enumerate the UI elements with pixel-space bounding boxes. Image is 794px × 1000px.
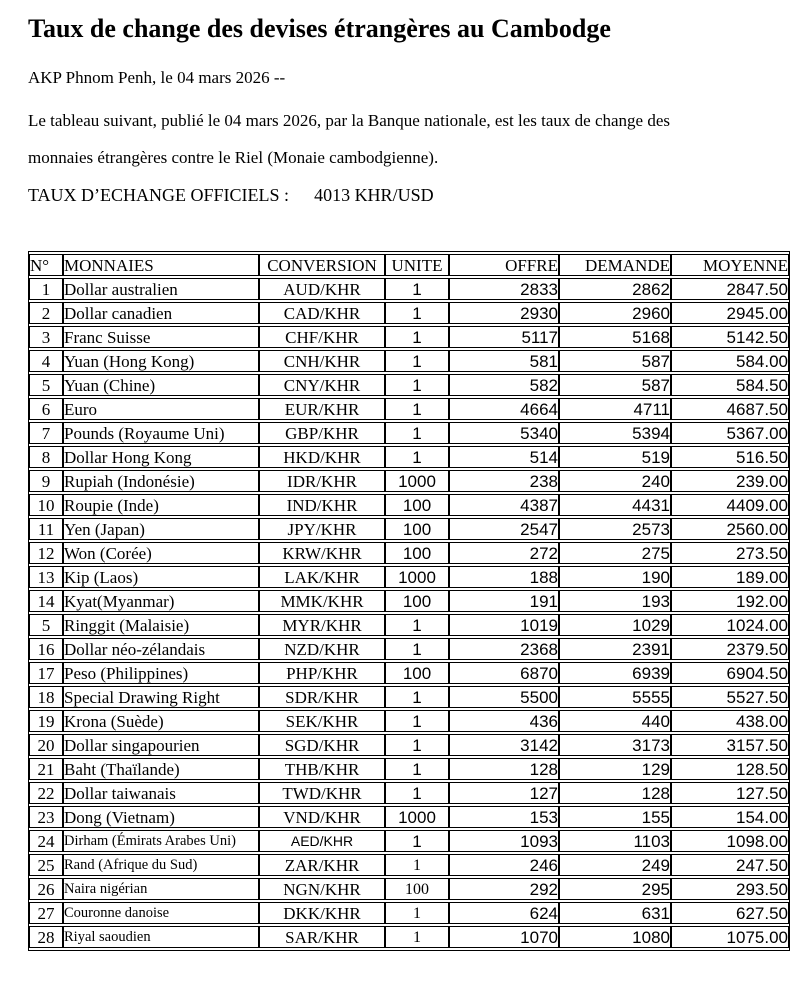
cell-conversion: CNY/KHR xyxy=(259,374,385,396)
cell-demand: 4711 xyxy=(559,398,671,420)
table-row xyxy=(29,326,789,348)
table-row xyxy=(29,350,789,372)
cell-currency-name: Yuan (Hong Kong) xyxy=(63,350,259,372)
table-row xyxy=(29,518,789,540)
cell-demand: 1029 xyxy=(559,614,671,636)
cell-demand: 2862 xyxy=(559,278,671,300)
col-header-conversion: CONVERSION xyxy=(259,254,385,276)
cell-number: 14 xyxy=(29,590,63,612)
cell-unit: 1000 xyxy=(385,470,449,492)
cell-demand: 128 xyxy=(559,782,671,804)
cell-conversion: DKK/KHR xyxy=(259,902,385,924)
cell-demand: 631 xyxy=(559,902,671,924)
cell-offer: 2368 xyxy=(449,638,559,660)
cell-unit: 1 xyxy=(385,710,449,732)
cell-offer: 292 xyxy=(449,878,559,900)
cell-demand: 2391 xyxy=(559,638,671,660)
table-row xyxy=(29,806,789,828)
cell-currency-name: Yuan (Chine) xyxy=(63,374,259,396)
table-row xyxy=(29,446,789,468)
cell-unit: 100 xyxy=(385,878,449,900)
cell-demand: 587 xyxy=(559,374,671,396)
cell-demand: 2960 xyxy=(559,302,671,324)
cell-number: 19 xyxy=(29,710,63,732)
cell-unit: 1 xyxy=(385,734,449,756)
cell-average: 273.50 xyxy=(671,542,789,564)
cell-demand: 275 xyxy=(559,542,671,564)
cell-number: 20 xyxy=(29,734,63,756)
cell-average: 584.50 xyxy=(671,374,789,396)
cell-number: 4 xyxy=(29,350,63,372)
description-line-2: monnaies étrangères contre le Riel (Monaie cambodgienne). xyxy=(28,148,439,167)
cell-unit: 1 xyxy=(385,782,449,804)
table-row xyxy=(29,854,789,876)
cell-average: 2847.50 xyxy=(671,278,789,300)
cell-currency-name: Dollar singapourien xyxy=(63,734,259,756)
cell-currency-name: Dollar taiwanais xyxy=(63,782,259,804)
cell-offer: 153 xyxy=(449,806,559,828)
cell-number: 28 xyxy=(29,926,63,948)
cell-unit: 1 xyxy=(385,902,449,924)
cell-average: 127.50 xyxy=(671,782,789,804)
cell-number: 27 xyxy=(29,902,63,924)
cell-unit: 1000 xyxy=(385,566,449,588)
cell-demand: 295 xyxy=(559,878,671,900)
table-row xyxy=(29,542,789,564)
cell-currency-name: Kip (Laos) xyxy=(63,566,259,588)
cell-demand: 440 xyxy=(559,710,671,732)
cell-offer: 2833 xyxy=(449,278,559,300)
cell-conversion: EUR/KHR xyxy=(259,398,385,420)
table-row xyxy=(29,902,789,924)
cell-demand: 3173 xyxy=(559,734,671,756)
cell-currency-name: Yen (Japan) xyxy=(63,518,259,540)
cell-conversion: GBP/KHR xyxy=(259,422,385,444)
cell-average: 5367.00 xyxy=(671,422,789,444)
cell-offer: 191 xyxy=(449,590,559,612)
cell-average: 5142.50 xyxy=(671,326,789,348)
cell-offer: 624 xyxy=(449,902,559,924)
cell-average: 247.50 xyxy=(671,854,789,876)
cell-unit: 1 xyxy=(385,686,449,708)
cell-unit: 1 xyxy=(385,614,449,636)
col-header-offer: OFFRE xyxy=(449,254,559,276)
table-row xyxy=(29,590,789,612)
cell-unit: 100 xyxy=(385,542,449,564)
cell-unit: 1 xyxy=(385,926,449,948)
cell-currency-name: Franc Suisse xyxy=(63,326,259,348)
table-row xyxy=(29,278,789,300)
cell-unit: 1 xyxy=(385,302,449,324)
cell-conversion: KRW/KHR xyxy=(259,542,385,564)
table-row xyxy=(29,302,789,324)
cell-offer: 5500 xyxy=(449,686,559,708)
cell-demand: 2573 xyxy=(559,518,671,540)
table-row xyxy=(29,782,789,804)
col-header-demand: DEMANDE xyxy=(559,254,671,276)
cell-average: 293.50 xyxy=(671,878,789,900)
cell-unit: 100 xyxy=(385,662,449,684)
cell-currency-name: Dollar néo-zélandais xyxy=(63,638,259,660)
cell-conversion: CHF/KHR xyxy=(259,326,385,348)
cell-average: 2945.00 xyxy=(671,302,789,324)
cell-currency-name: Kyat(Myanmar) xyxy=(63,590,259,612)
cell-average: 3157.50 xyxy=(671,734,789,756)
cell-currency-name: Roupie (Inde) xyxy=(63,494,259,516)
cell-conversion: ZAR/KHR xyxy=(259,854,385,876)
page-title: Taux de change des devises étrangères au Cambodge xyxy=(28,14,611,43)
cell-demand: 587 xyxy=(559,350,671,372)
cell-unit: 1 xyxy=(385,326,449,348)
cell-average: 584.00 xyxy=(671,350,789,372)
table-row xyxy=(29,662,789,684)
table-row xyxy=(29,566,789,588)
cell-offer: 2930 xyxy=(449,302,559,324)
cell-average: 1098.00 xyxy=(671,830,789,852)
cell-conversion: NZD/KHR xyxy=(259,638,385,660)
table-row xyxy=(29,422,789,444)
cell-conversion: MYR/KHR xyxy=(259,614,385,636)
cell-currency-name: Couronne danoise xyxy=(63,902,259,924)
cell-conversion: IND/KHR xyxy=(259,494,385,516)
cell-currency-name: Naira nigérian xyxy=(63,878,259,900)
col-header-currency: MONNAIES xyxy=(63,254,259,276)
cell-currency-name: Pounds (Royaume Uni) xyxy=(63,422,259,444)
description-line-1: Le tableau suivant, publié le 04 mars 2026, par la Banque nationale, est les taux de change des xyxy=(28,111,671,130)
cell-offer: 272 xyxy=(449,542,559,564)
table-row xyxy=(29,758,789,780)
cell-unit: 1 xyxy=(385,350,449,372)
cell-offer: 4664 xyxy=(449,398,559,420)
cell-conversion: LAK/KHR xyxy=(259,566,385,588)
cell-conversion: MMK/KHR xyxy=(259,590,385,612)
cell-currency-name: Riyal saoudien xyxy=(63,926,259,948)
cell-average: 4687.50 xyxy=(671,398,789,420)
cell-number: 22 xyxy=(29,782,63,804)
cell-conversion: CNH/KHR xyxy=(259,350,385,372)
cell-demand: 155 xyxy=(559,806,671,828)
cell-currency-name: Ringgit (Malaisie) xyxy=(63,614,259,636)
table-header xyxy=(29,254,789,276)
table-row xyxy=(29,878,789,900)
cell-average: 1075.00 xyxy=(671,926,789,948)
cell-offer: 188 xyxy=(449,566,559,588)
cell-currency-name: Dollar canadien xyxy=(63,302,259,324)
official-rate-line xyxy=(28,184,788,206)
cell-offer: 4387 xyxy=(449,494,559,516)
cell-number: 3 xyxy=(29,326,63,348)
cell-average: 128.50 xyxy=(671,758,789,780)
cell-unit: 1 xyxy=(385,422,449,444)
cell-average: 6904.50 xyxy=(671,662,789,684)
col-header-unit: UNITE xyxy=(385,254,449,276)
table-row xyxy=(29,710,789,732)
official-rate-label: TAUX D’ECHANGE OFFICIELS : xyxy=(28,185,290,205)
cell-number: 6 xyxy=(29,398,63,420)
cell-offer: 1070 xyxy=(449,926,559,948)
cell-number: 13 xyxy=(29,566,63,588)
cell-offer: 1093 xyxy=(449,830,559,852)
cell-average: 1024.00 xyxy=(671,614,789,636)
cell-offer: 246 xyxy=(449,854,559,876)
cell-average: 516.50 xyxy=(671,446,789,468)
cell-average: 239.00 xyxy=(671,470,789,492)
cell-number: 26 xyxy=(29,878,63,900)
cell-number: 7 xyxy=(29,422,63,444)
official-rate-value: 4013 KHR/USD xyxy=(314,185,434,205)
cell-average: 2379.50 xyxy=(671,638,789,660)
cell-conversion: SEK/KHR xyxy=(259,710,385,732)
col-header-average: MOYENNE xyxy=(671,254,789,276)
table-row xyxy=(29,470,789,492)
cell-number: 16 xyxy=(29,638,63,660)
cell-average: 4409.00 xyxy=(671,494,789,516)
cell-unit: 1 xyxy=(385,830,449,852)
cell-unit: 100 xyxy=(385,590,449,612)
cell-offer: 1019 xyxy=(449,614,559,636)
col-header-number: N° xyxy=(29,254,63,276)
cell-currency-name: Rupiah (Indonésie) xyxy=(63,470,259,492)
cell-conversion: CAD/KHR xyxy=(259,302,385,324)
cell-conversion: AUD/KHR xyxy=(259,278,385,300)
cell-unit: 1 xyxy=(385,374,449,396)
table-row xyxy=(29,494,789,516)
cell-average: 189.00 xyxy=(671,566,789,588)
cell-offer: 582 xyxy=(449,374,559,396)
cell-currency-name: Won (Corée) xyxy=(63,542,259,564)
cell-unit: 1 xyxy=(385,278,449,300)
cell-conversion: SDR/KHR xyxy=(259,686,385,708)
cell-unit: 1 xyxy=(385,398,449,420)
cell-unit: 100 xyxy=(385,518,449,540)
table-row xyxy=(29,398,789,420)
cell-demand: 1080 xyxy=(559,926,671,948)
cell-demand: 519 xyxy=(559,446,671,468)
cell-unit: 1 xyxy=(385,638,449,660)
cell-offer: 581 xyxy=(449,350,559,372)
cell-average: 192.00 xyxy=(671,590,789,612)
table-row xyxy=(29,926,789,948)
cell-currency-name: Dollar Hong Kong xyxy=(63,446,259,468)
cell-number: 9 xyxy=(29,470,63,492)
cell-demand: 4431 xyxy=(559,494,671,516)
cell-demand: 5394 xyxy=(559,422,671,444)
cell-conversion: PHP/KHR xyxy=(259,662,385,684)
cell-average: 2560.00 xyxy=(671,518,789,540)
cell-currency-name: Special Drawing Right xyxy=(63,686,259,708)
cell-demand: 240 xyxy=(559,470,671,492)
cell-number: 8 xyxy=(29,446,63,468)
cell-number: 12 xyxy=(29,542,63,564)
table-row xyxy=(29,614,789,636)
cell-offer: 128 xyxy=(449,758,559,780)
cell-offer: 5117 xyxy=(449,326,559,348)
cell-currency-name: Dirham (Émirats Arabes Uni) xyxy=(63,830,259,852)
cell-average: 154.00 xyxy=(671,806,789,828)
cell-currency-name: Peso (Philippines) xyxy=(63,662,259,684)
cell-currency-name: Krona (Suède) xyxy=(63,710,259,732)
cell-demand: 193 xyxy=(559,590,671,612)
cell-offer: 5340 xyxy=(449,422,559,444)
cell-demand: 249 xyxy=(559,854,671,876)
cell-average: 5527.50 xyxy=(671,686,789,708)
cell-offer: 3142 xyxy=(449,734,559,756)
cell-currency-name: Rand (Afrique du Sud) xyxy=(63,854,259,876)
cell-number: 5 xyxy=(29,374,63,396)
cell-demand: 129 xyxy=(559,758,671,780)
cell-offer: 2547 xyxy=(449,518,559,540)
cell-conversion: IDR/KHR xyxy=(259,470,385,492)
cell-conversion: SAR/KHR xyxy=(259,926,385,948)
cell-conversion: VND/KHR xyxy=(259,806,385,828)
cell-demand: 190 xyxy=(559,566,671,588)
rates-table-body xyxy=(29,278,789,948)
table-row xyxy=(29,734,789,756)
cell-currency-name: Euro xyxy=(63,398,259,420)
table-row xyxy=(29,686,789,708)
cell-number: 11 xyxy=(29,518,63,540)
cell-average: 438.00 xyxy=(671,710,789,732)
cell-unit: 1 xyxy=(385,854,449,876)
cell-demand: 1103 xyxy=(559,830,671,852)
cell-unit: 100 xyxy=(385,494,449,516)
cell-currency-name: Baht (Thaïlande) xyxy=(63,758,259,780)
cell-conversion: SGD/KHR xyxy=(259,734,385,756)
cell-number: 17 xyxy=(29,662,63,684)
cell-number: 21 xyxy=(29,758,63,780)
table-header-row xyxy=(29,254,789,276)
cell-number: 10 xyxy=(29,494,63,516)
cell-offer: 6870 xyxy=(449,662,559,684)
cell-demand: 6939 xyxy=(559,662,671,684)
cell-currency-name: Dong (Vietnam) xyxy=(63,806,259,828)
cell-currency-name: Dollar australien xyxy=(63,278,259,300)
cell-average: 627.50 xyxy=(671,902,789,924)
cell-number: 24 xyxy=(29,830,63,852)
cell-conversion: TWD/KHR xyxy=(259,782,385,804)
cell-conversion: HKD/KHR xyxy=(259,446,385,468)
table-row xyxy=(29,830,789,852)
cell-unit: 1 xyxy=(385,446,449,468)
cell-number: 5 xyxy=(29,614,63,636)
cell-demand: 5168 xyxy=(559,326,671,348)
description-paragraph xyxy=(28,110,788,169)
cell-conversion: NGN/KHR xyxy=(259,878,385,900)
cell-unit: 1 xyxy=(385,758,449,780)
cell-number: 23 xyxy=(29,806,63,828)
cell-demand: 5555 xyxy=(559,686,671,708)
cell-number: 25 xyxy=(29,854,63,876)
byline: AKP Phnom Penh, le 04 mars 2026 -- xyxy=(28,68,286,87)
cell-offer: 127 xyxy=(449,782,559,804)
table-row xyxy=(29,638,789,660)
cell-number: 1 xyxy=(29,278,63,300)
cell-number: 18 xyxy=(29,686,63,708)
cell-offer: 514 xyxy=(449,446,559,468)
exchange-rates-table xyxy=(28,251,790,951)
table-row xyxy=(29,374,789,396)
cell-unit: 1000 xyxy=(385,806,449,828)
cell-conversion: JPY/KHR xyxy=(259,518,385,540)
cell-conversion: THB/KHR xyxy=(259,758,385,780)
cell-conversion: AED/KHR xyxy=(259,830,385,852)
cell-number: 2 xyxy=(29,302,63,324)
cell-offer: 436 xyxy=(449,710,559,732)
cell-offer: 238 xyxy=(449,470,559,492)
